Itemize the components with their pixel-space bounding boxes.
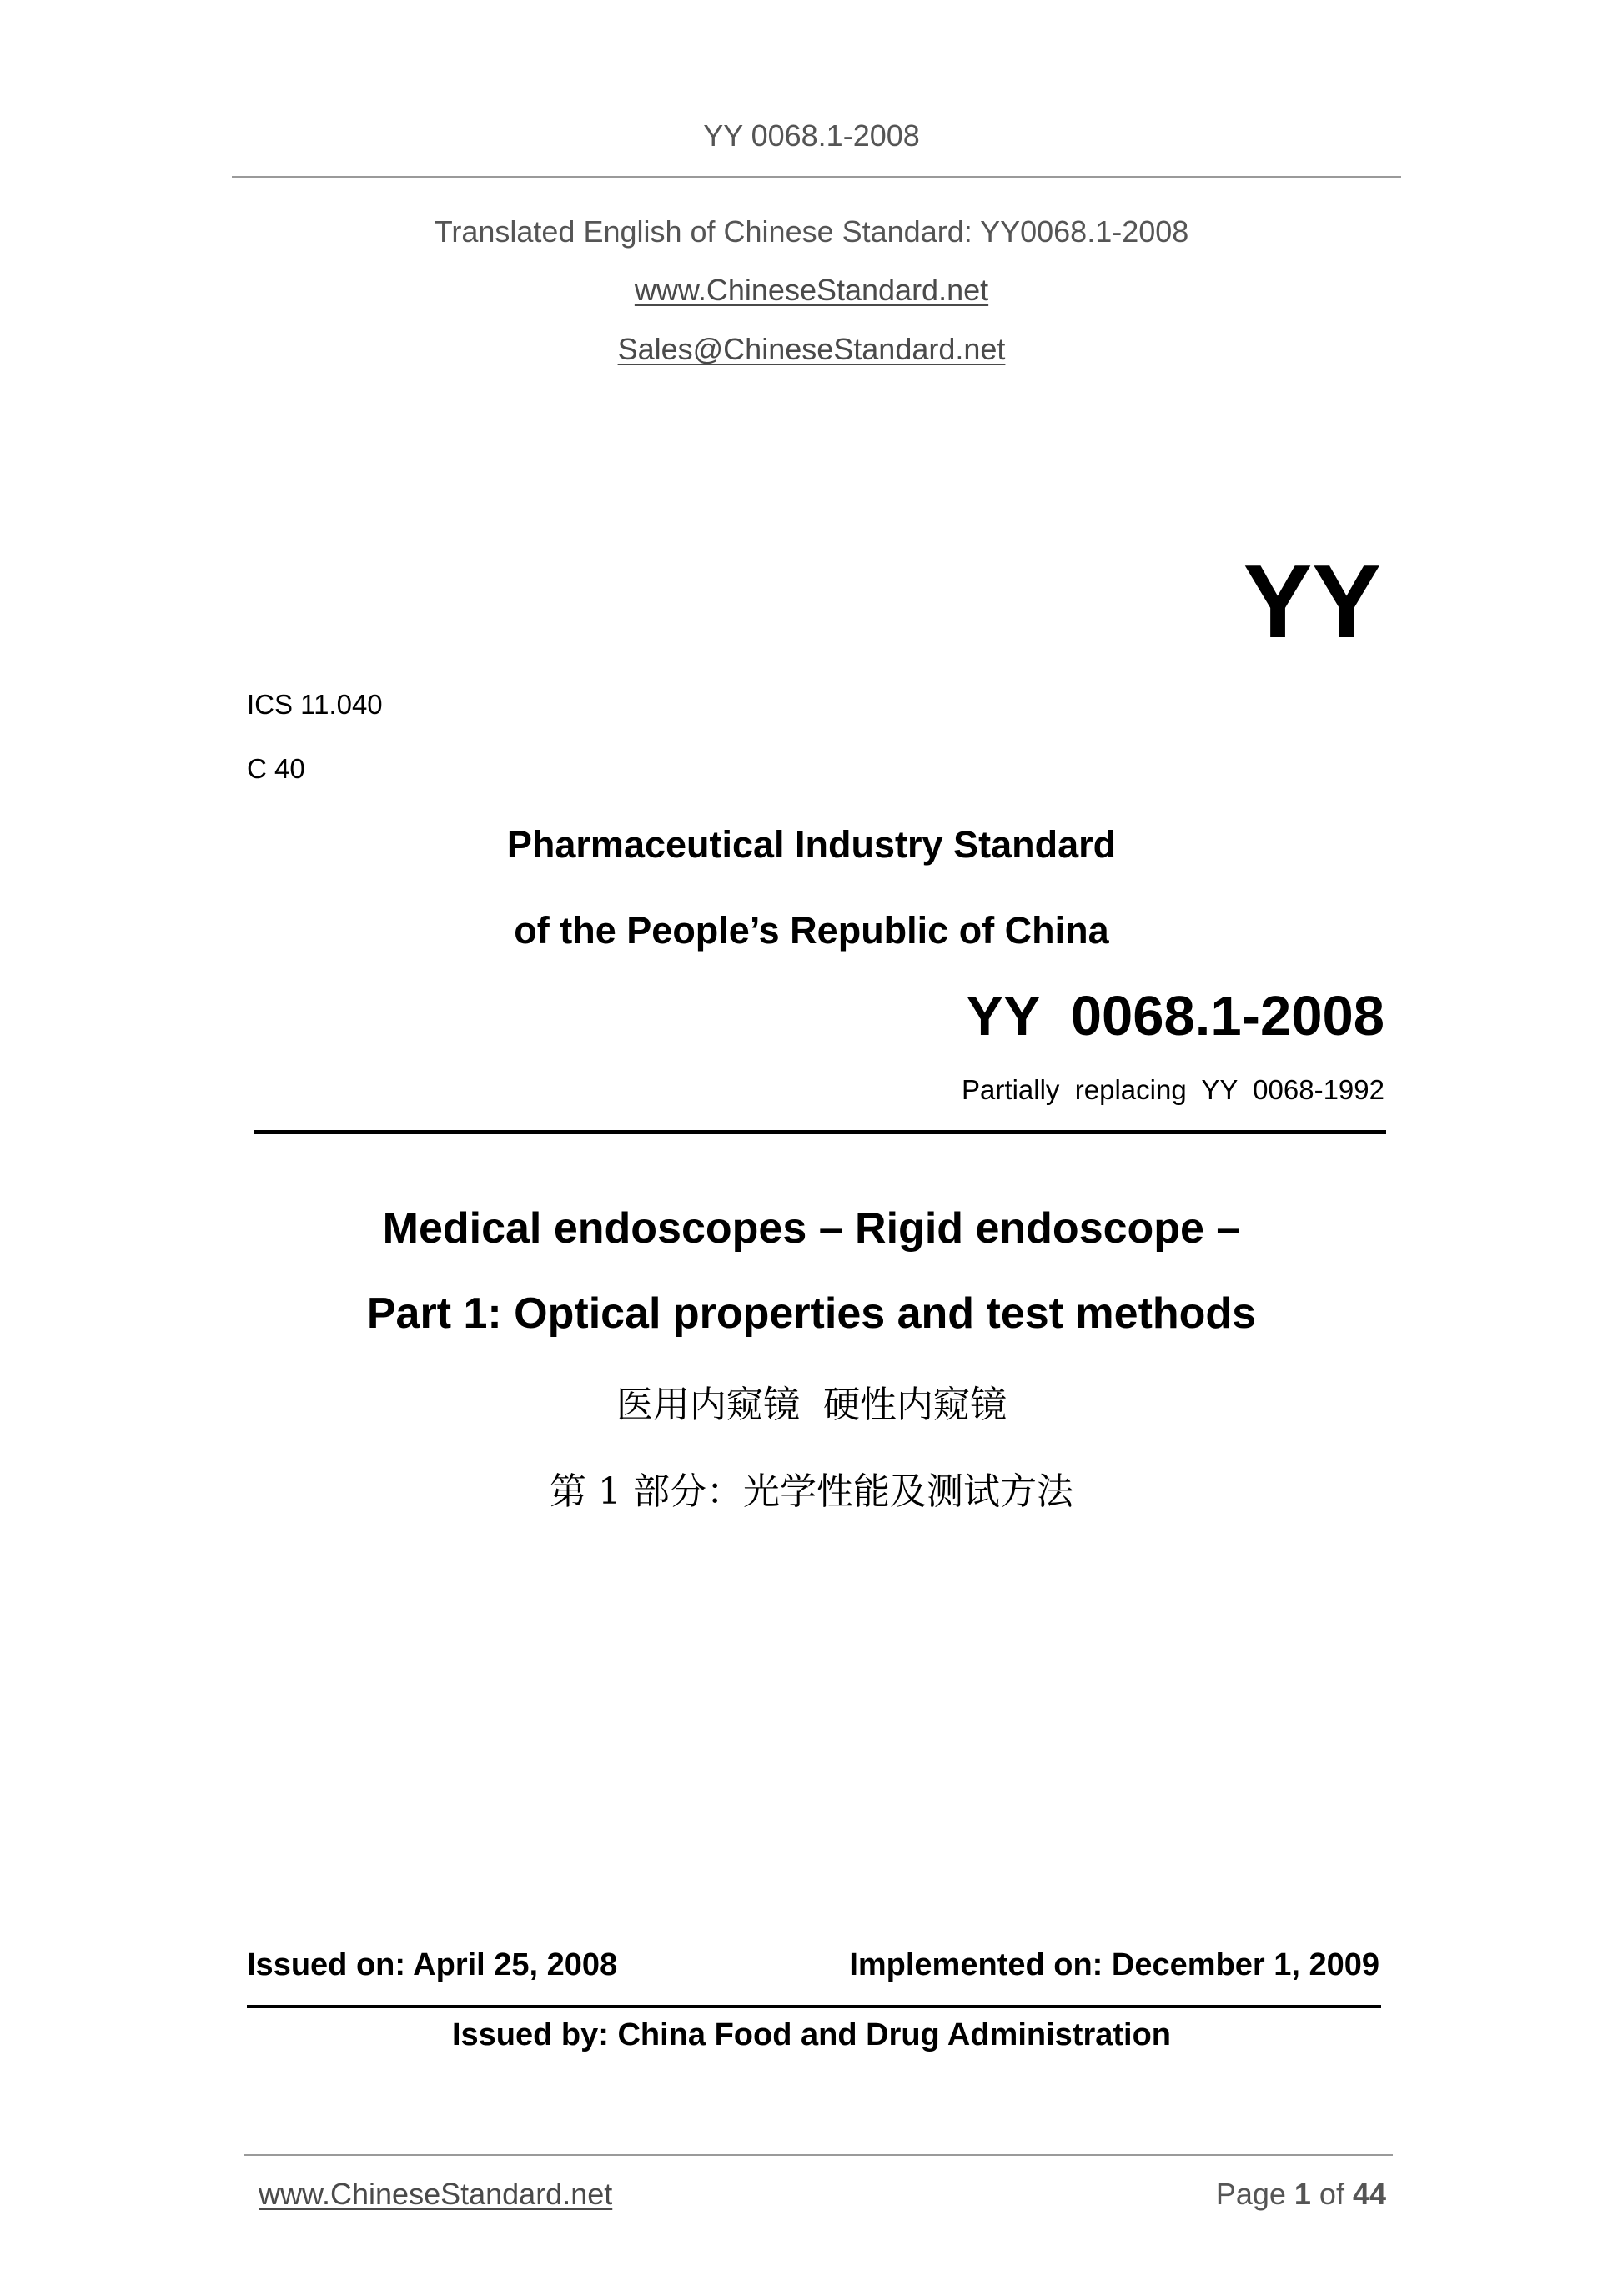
running-header: YY 0068.1-2008 [703, 118, 920, 153]
issue-divider [247, 2005, 1381, 2008]
footer-divider [244, 2154, 1393, 2156]
standard-type-line1: Pharmaceutical Industry Standard [506, 823, 1117, 866]
category-code: YY [1243, 545, 1381, 660]
website-link[interactable]: www.ChineseStandard.net [634, 273, 989, 307]
website-link-wrap [0, 273, 1623, 308]
issued-on: Issued on: April 25, 2008 [247, 1947, 618, 1982]
page-total: 44 [1352, 2177, 1386, 2211]
implemented-on: Implemented on: December 1, 2009 [849, 1947, 1379, 1982]
header-divider [232, 176, 1401, 178]
title-divider [254, 1130, 1386, 1134]
title-en-line2: Part 1: Optical properties and test methods [366, 1289, 1257, 1338]
footer-website-wrap [259, 2177, 612, 2212]
issued-by: Issued by: China Food and Drug Administration [451, 2017, 1172, 2052]
page-mid: of [1310, 2177, 1353, 2211]
standard-type-line2: of the People’s Republic of China [514, 909, 1109, 952]
ccs-code: C 40 [247, 753, 305, 784]
page-counter [1216, 2177, 1386, 2212]
email-link-wrap [0, 332, 1623, 367]
title-cn-line2: 第 1 部分：光学性能及测试方法 [550, 1470, 1073, 1513]
page-prefix: Page [1215, 2177, 1294, 2211]
title-cn-line1: 医用内窥镜 硬性内窥镜 [616, 1384, 1007, 1426]
ics-code: ICS 11.040 [247, 689, 383, 720]
title-en-line1: Medical endoscopes – Rigid endoscope – [382, 1204, 1241, 1253]
translation-note: Translated English of Chinese Standard: YY0068.1-2008 [434, 214, 1189, 249]
standard-number: YY 0068.1-2008 [966, 985, 1384, 1048]
email-link[interactable]: Sales@ChineseStandard.net [617, 332, 1006, 366]
page-current: 1 [1294, 2177, 1311, 2211]
footer-website-link[interactable]: www.ChineseStandard.net [259, 2177, 613, 2211]
replaces-note: Partially replacing YY 0068-1992 [962, 1074, 1384, 1105]
